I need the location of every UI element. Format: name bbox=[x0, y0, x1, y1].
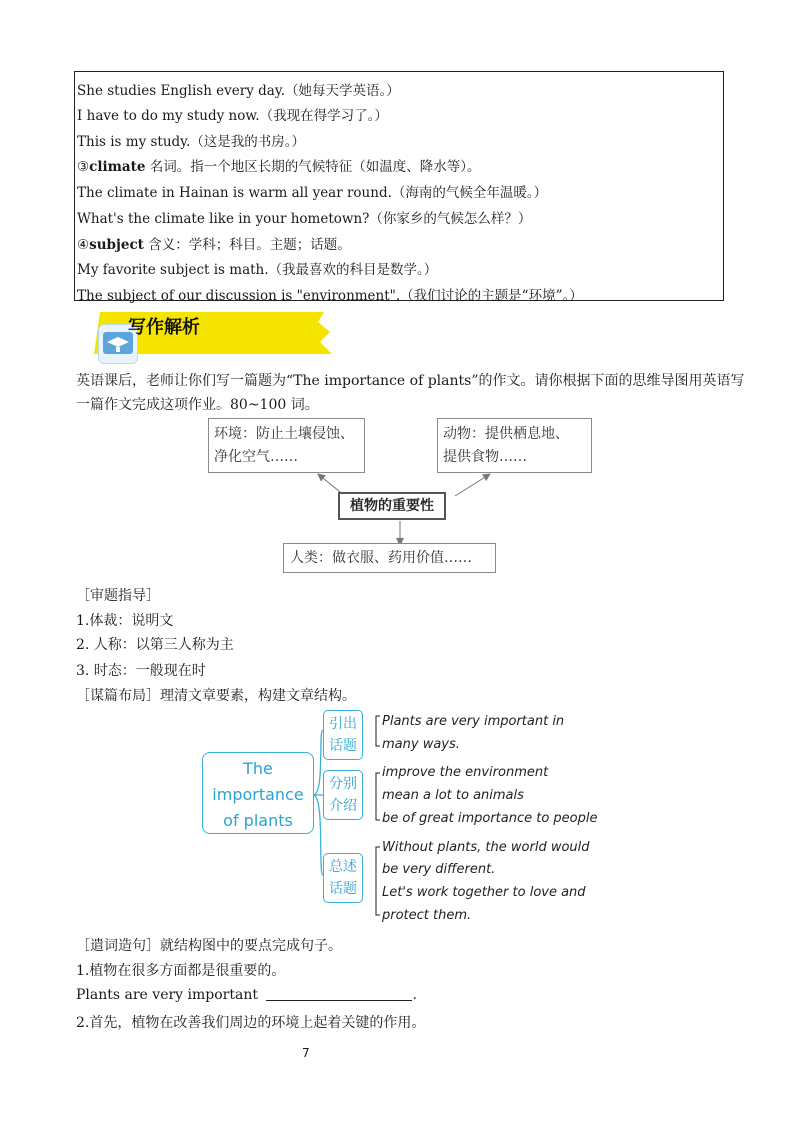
task-line-1: 英语课后，老师让你们写一篇题为“The importance of plants”的作文。请你根据下面的思维导图用英语写 bbox=[76, 373, 745, 389]
sentences-heading: ［遣词造句］就结构图中的要点完成句子。 bbox=[76, 938, 342, 954]
label-line: 总述 bbox=[329, 859, 357, 875]
item-marker: ③ bbox=[77, 159, 90, 175]
structure-root bbox=[202, 752, 314, 834]
keyword: climate bbox=[89, 159, 146, 175]
guide-heading: ［审题指导］ bbox=[76, 588, 160, 604]
mindmap-node-animals bbox=[437, 418, 592, 473]
question-2: 2.首先，植物在改善我们周边的环境上起着关键的作用。 bbox=[76, 1015, 426, 1031]
box-line: The subject of our discussion is "environment".（我们讨论的主题是“环境”。） bbox=[77, 288, 583, 304]
section-title: 写作解析 bbox=[128, 317, 200, 338]
page-number: 7 bbox=[302, 1046, 310, 1060]
box-line: My favorite subject is math.（我最喜欢的科目是数学。） bbox=[77, 262, 438, 278]
answer-prefix: Plants are very important bbox=[76, 987, 258, 1003]
definition: 含义：学科；科目。主题；话题。 bbox=[143, 237, 351, 253]
root-line: importance bbox=[212, 785, 304, 804]
branch-text: be very different. bbox=[382, 862, 496, 877]
label-line: 引出 bbox=[329, 716, 357, 732]
node-line: 动物：提供栖息地、 bbox=[443, 426, 569, 442]
node-line: 净化空气…… bbox=[214, 449, 298, 465]
definition: 名词。指一个地区长期的气候特征（如温度、降水等）。 bbox=[145, 159, 481, 175]
node-line: 环境：防止土壤侵蚀、 bbox=[214, 426, 354, 442]
label-line: 话题 bbox=[329, 881, 357, 897]
root-line: The bbox=[243, 759, 273, 778]
answer-blank[interactable] bbox=[266, 986, 412, 1001]
branch-text: improve the environment bbox=[382, 765, 549, 780]
task-line-2: 一篇作文完成这项作业。80~100 词。 bbox=[76, 397, 319, 413]
node-line: 提供食物…… bbox=[443, 449, 527, 465]
layout-heading: ［谋篇布局］理清文章要素，构建文章结构。 bbox=[76, 688, 356, 704]
guide-item: 1.体裁：说明文 bbox=[76, 613, 174, 629]
branch-text: mean a lot to animals bbox=[382, 788, 524, 803]
vocabulary-box bbox=[74, 71, 724, 304]
mindmap-node-humans: 人类：做衣服、药用价值…… bbox=[283, 543, 496, 573]
branch-label-summarize bbox=[323, 853, 363, 903]
mindmap-node-environment bbox=[208, 418, 365, 473]
box-line: She studies English every day.（她每天学英语。） bbox=[77, 83, 400, 99]
box-line: I have to do my study now.（我现在得学习了。） bbox=[77, 108, 388, 124]
guide-item: 3. 时态：一般现在时 bbox=[76, 663, 206, 679]
root-line: of plants bbox=[223, 811, 293, 830]
box-line: What's the climate like in your hometown?（你家乡的气候怎么样？） bbox=[77, 211, 532, 227]
branch-text: many ways. bbox=[382, 737, 460, 752]
box-line: This is my study.（这是我的书房。） bbox=[77, 134, 306, 150]
branch-label-describe bbox=[323, 770, 363, 820]
label-line: 话题 bbox=[329, 738, 357, 754]
box-line-subject bbox=[77, 233, 351, 253]
item-marker: ④ bbox=[77, 237, 90, 253]
mindmap-center: 植物的重要性 bbox=[338, 492, 446, 520]
label-line: 分别 bbox=[329, 776, 357, 792]
branch-text: Plants are very important in bbox=[382, 714, 565, 729]
box-line-climate bbox=[77, 155, 481, 175]
branch-text: Let's work together to love and bbox=[382, 885, 586, 900]
answer-1 bbox=[76, 986, 417, 1003]
question-1: 1.植物在很多方面都是很重要的。 bbox=[76, 963, 286, 979]
branch-text: Without plants, the world would bbox=[382, 840, 590, 855]
answer-suffix: . bbox=[412, 987, 417, 1003]
branch-text: protect them. bbox=[382, 908, 472, 923]
box-line: The climate in Hainan is warm all year round.（海南的气候全年温暖。） bbox=[77, 185, 548, 201]
label-line: 介绍 bbox=[329, 798, 357, 814]
section-banner bbox=[86, 310, 336, 354]
keyword: subject bbox=[89, 237, 144, 253]
branch-text: be of great importance to people bbox=[382, 811, 598, 826]
branch-label-introduce bbox=[323, 710, 363, 760]
guide-item: 2. 人称：以第三人称为主 bbox=[76, 637, 234, 653]
